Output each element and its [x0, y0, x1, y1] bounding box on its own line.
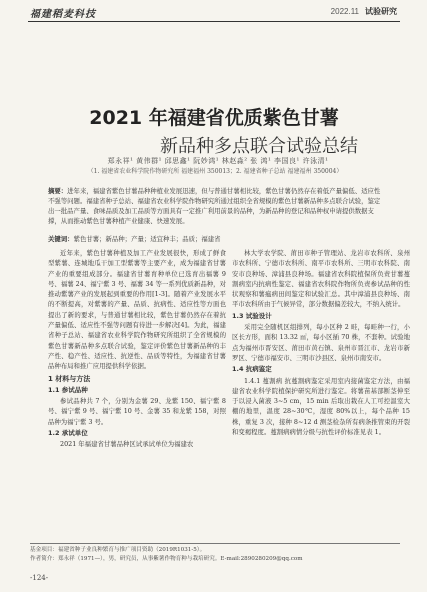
header-rule — [28, 21, 400, 22]
abstract-label: 摘要： — [48, 187, 68, 195]
affiliation: （1. 福建省农业科学院作物研究所 福建福州 350013；2. 福建省种子总站 福建福州 350004） — [87, 168, 343, 175]
paragraph: 1.4.1 蔓割病 抗蔓割病鉴定采用室内接菌鉴定方法，由福建省农业科学院植保护研究所进行鉴定。将薯苗基部断茎伸至于以浸入菌液 3~5 cm，15 min 后取出栽在人工可控温室大棚的地里，温度 28~30℃，湿度 80%以上，每个品种 15 株，重复 3 次，接种 8~12 d 测茎检杂所有病条推管束的开裂和变褐程度。蔓割病病情分级与抗性评价标准见表 1。 — [232, 376, 410, 437]
subsection-heading: 1.1 参试品种 — [48, 385, 88, 394]
keywords — [48, 234, 382, 243]
author-list: 郑永祥¹ 黄伟群¹ 邱思鑫¹ 阮妙鸿¹ 林赵淼² 张 鸿¹ 李国良¹ 许泳清¹ — [107, 157, 329, 165]
subsection-heading: 1.2 承试单位 — [48, 429, 88, 438]
paragraph: 采用完全随机区组排列，每小区种 2 畦，每畦种一行，小区长方形，面积 13.32 ㎡，每小区插 70 株，不套种。试验地点为福州市晋安区、莆田市黄石镇、泉州市晋江市、龙岩市新罗区、宁德市福安市、三明市沙县区、泉州市南安市。 — [232, 323, 410, 362]
abstract-text: 进年来，福建省紫色甘薯品种种植业发展迅速，但与普通甘薯相比较，紫色甘薯仍然存在着低产量偏低、适应性不强等问题。福建省种子总站、福建省农业科学院作物研究所通过组织全省规模的紫色甘薯新品种多点联合试验，鉴定出一批品产量、食味品质及加工品质等方面具有一定推广利用前景的品种，为新品种的登记和品种权申请提供数据支撑，从而推动紫色甘薯种植产业健康、快速发展。 — [48, 187, 381, 225]
issue-info — [331, 6, 397, 17]
journal-name: 福建稻麦科技 — [30, 9, 96, 20]
issue-date: 2022.11 — [330, 7, 359, 16]
article-subtitle: 新品种多点联合试验总结 — [160, 136, 358, 157]
page-header — [0, 0, 427, 26]
paragraph: 林大学农学院、莆田市种子管理站、龙岩市农科所、泉州市农科所、宁德市农科所、南平市农科所、三明市农科院、南安市良种场、漳浦县良种场。福建省农科院植保所负责甘薯蔓割病室内抗病性鉴定、福建省农科院作物所负责参试品种的性状观察和薯瘟病田间鉴定和试验汇总。其中漳浦县良种场、南平市农科所由于气候异常，部分数据偏差较大，不纳入统计。 — [232, 249, 410, 309]
page-number: -124- — [30, 574, 49, 582]
subsection-heading: 1.3 试验设计 — [232, 311, 272, 320]
section-name: 试验研究 — [365, 7, 397, 16]
subsection-heading: 1.4 抗病鉴定 — [232, 365, 272, 374]
body-column-left — [48, 248, 226, 450]
funding-note: 基金项目：福建省种子业良种繁育与推广项目资助（2019R1031-5）。 — [30, 547, 206, 553]
article-title: 2021 年福建省优质紫色甘薯 — [89, 107, 339, 129]
paragraph: 2021 年福建省甘薯品种区试承试单位为福建农 — [60, 440, 194, 449]
keywords-text: 紫色甘薯；新品种；产量；适宜种丰；品质；福建省 — [73, 235, 221, 243]
author-note: 作者简介：郑永祥（1971—），男，研究员，从事紫薯作物育种与栽培研究。E-mail:2890280209@qq.com — [30, 556, 303, 562]
paragraph: 近年来，紫色甘薯种植及加工产业发展很快，形成了鲜食型紫薯、连城地瓜干加工型紫薯等主要产业，成为福建省甘薯产业的重要组成部分。福建省甘薯育种单位已选育出福薯 9 号、福薯 24、福宁紫 3 号、福薯 34 等一系列优质新品种，对推动紫薯产业的发展起到重要的作用[1-3]。随着产业发展水平的不断提高，对紫薯的产量、品质、抗病性、适应性等方面也提出了新的要求，与普通甘薯相比较，紫色甘薯仍然存在着抗产量偏低、适应性不强等问题有待进一步解决[4]。为此，福建省种子总站、福建省农业科学院作物研究所组织了全省规模的紫色甘薯新品种多点联合试验，鉴定评价紫色甘薯新品种的丰产性、稳产性、适应性、抗逆性、品质等特性，为福建省甘薯品种布局和推广应用提供科学依据。 — [48, 249, 226, 371]
footnote — [30, 543, 400, 564]
paragraph: 参试品种共 7 个，分别为金薯 29、龙紫 150、福宁紫 8 号、福宁紫 9 号、福宁紫 10 号、金薯 35 和龙紫 158，对照品种为福宁紫 3 号。 — [48, 397, 226, 426]
abstract — [48, 186, 382, 226]
section-heading: 1 材料与方法 — [48, 374, 91, 383]
keywords-label: 关键词： — [48, 235, 74, 243]
body-column-right — [232, 248, 410, 437]
